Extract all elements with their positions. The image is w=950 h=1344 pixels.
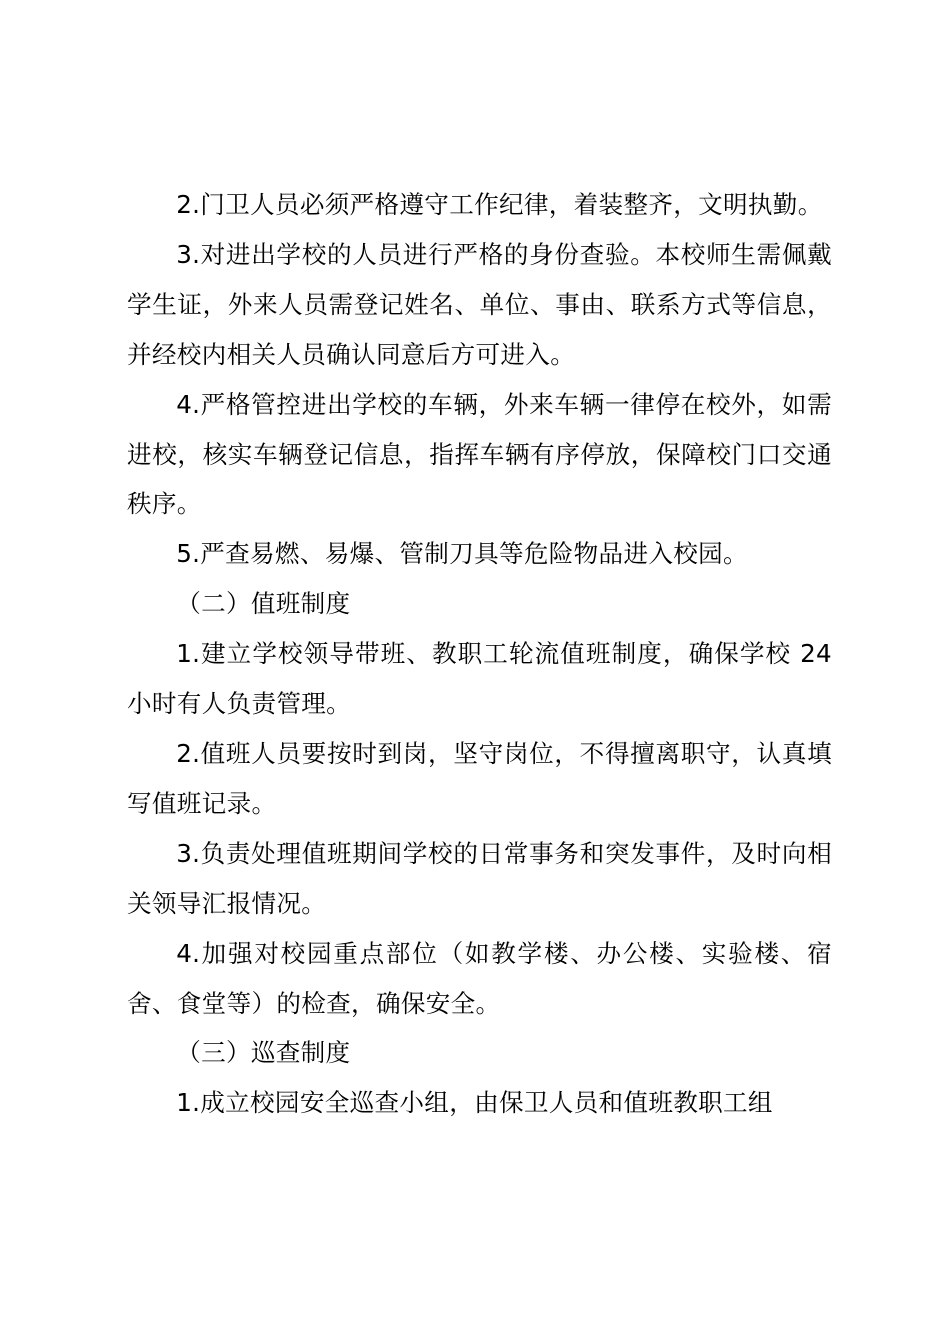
paragraph-patrol-team: 1.成立校园安全巡查小组，由保卫人员和值班教职工组 xyxy=(176,1088,773,1118)
section-heading-patrol-system: （三）巡查制度 xyxy=(176,1038,351,1068)
paragraph-duty-rotation: 1.建立学校领导带班、教职工轮流值班制度，确保学校 24 小时有人负责管理。 xyxy=(127,639,832,719)
paragraph-key-areas-inspection: 4.加强对校园重点部位（如教学楼、办公楼、实验楼、宿舍、食堂等）的检查，确保安全。 xyxy=(127,938,832,1018)
paragraph-dangerous-items: 5.严查易燃、易爆、管制刀具等危险物品进入校园。 xyxy=(176,539,748,569)
paragraph-duty-affairs: 3.负责处理值班期间学校的日常事务和突发事件，及时向相关领导汇报情况。 xyxy=(127,838,832,918)
paragraph-gatekeeper-discipline: 2.门卫人员必须严格遵守工作纪律，着装整齐，文明执勤。 xyxy=(176,190,823,219)
section-heading-duty-system: （二）值班制度 xyxy=(176,589,351,619)
paragraph-duty-attendance: 2.值班人员要按时到岗，坚守岗位，不得擅离职守，认真填写值班记录。 xyxy=(127,738,832,818)
paragraph-identity-check: 3.对进出学校的人员进行严格的身份查验。本校师生需佩戴学生证，外来人员需登记姓名、单位、事由、联系方式等信息，并经校内相关人员确认同意后方可进入。 xyxy=(127,239,832,369)
paragraph-vehicle-control: 4.严格管控进出学校的车辆，外来车辆一律停在校外，如需进校，核实车辆登记信息，指挥车辆有序停放，保障校门口交通秩序。 xyxy=(127,389,832,519)
document-page xyxy=(127,180,832,1128)
